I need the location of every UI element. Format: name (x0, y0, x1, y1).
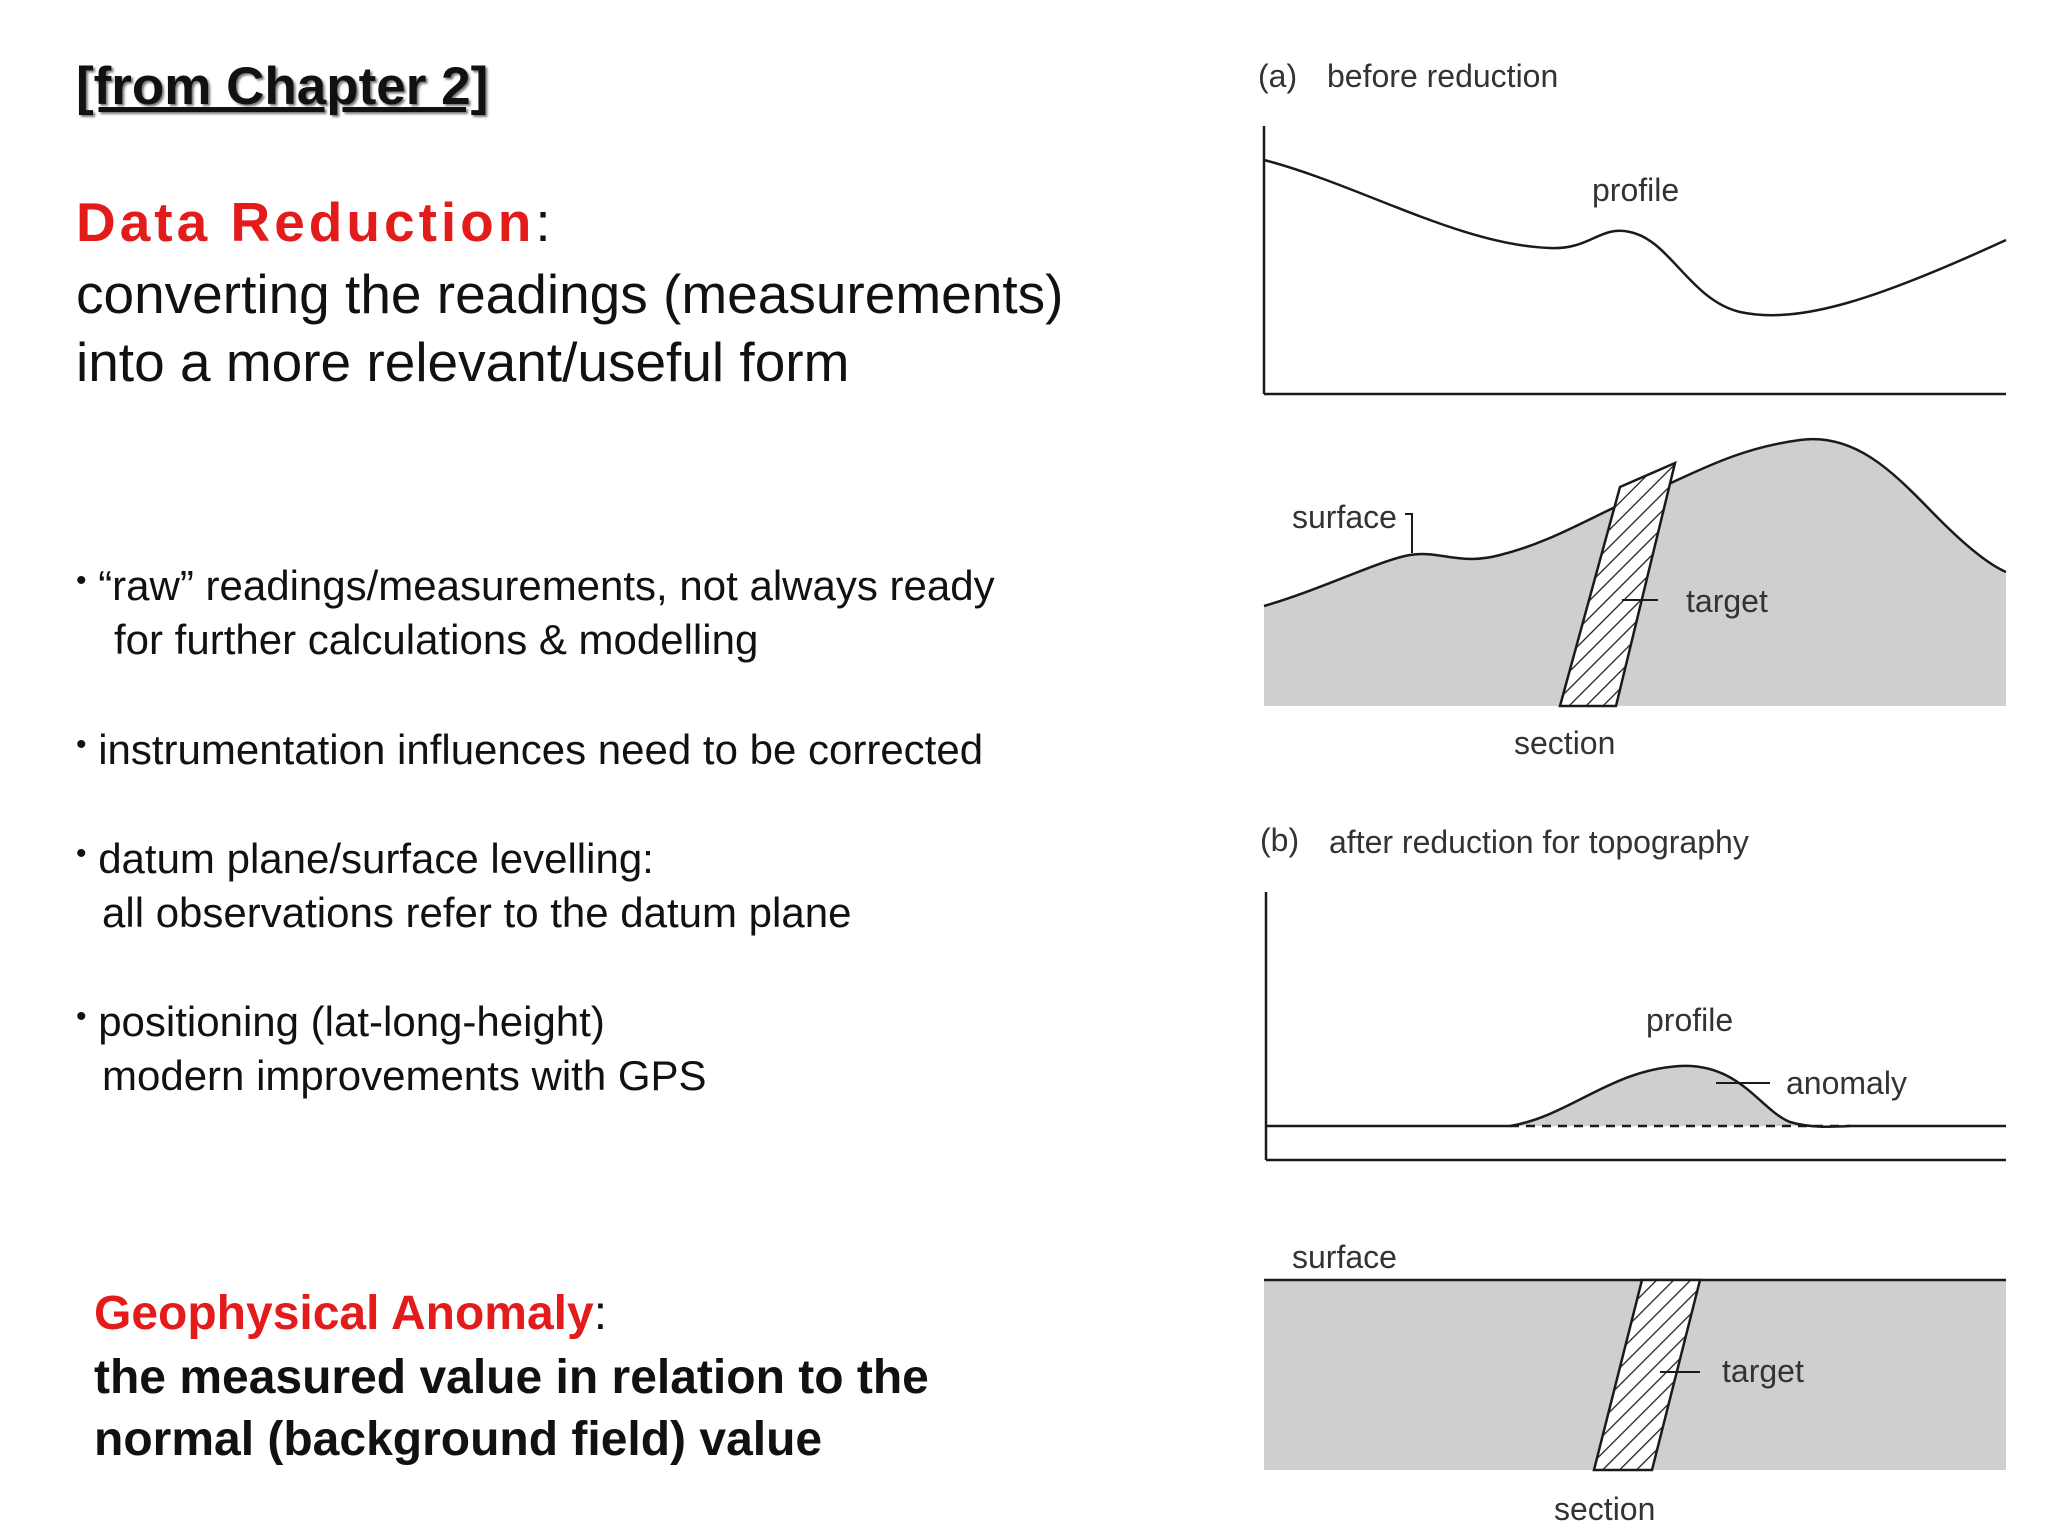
bullet-text: instrumentation influences need to be corrected (98, 726, 984, 773)
panel-b-anomaly-label: anomaly (1786, 1065, 1907, 1101)
bullet-icon: • (76, 728, 87, 761)
panel-a-target-label: target (1686, 583, 1768, 619)
bullet-instrumentation (76, 726, 983, 774)
panel-b-section-label: section (1554, 1491, 1656, 1527)
data-reduction-definition-line2: into a more relevant/useful form (76, 331, 850, 393)
bullet-text: “raw” readings/measurements, not always ready (98, 562, 995, 609)
panel-b-label: (b) (1260, 822, 1300, 858)
geophysical-anomaly-colon: : (593, 1287, 608, 1340)
panel-b-target-label: target (1722, 1353, 1804, 1389)
data-reduction-definition-line1: converting the readings (measurements) (76, 263, 1064, 325)
panel-a-section (1264, 439, 2006, 761)
bullet-text: positioning (lat-long-height) (98, 998, 605, 1045)
panel-a-profile-graph (1264, 126, 2006, 394)
reduction-diagram (1220, 0, 2048, 1536)
panel-a-profile-label: profile (1592, 172, 1680, 208)
panel-b-profile-label: profile (1646, 1002, 1734, 1038)
panel-a-title: before reduction (1327, 58, 1559, 94)
panel-a-label: (a) (1258, 58, 1298, 94)
panel-a-surface-leader (1405, 514, 1412, 553)
bullet-icon: • (76, 1000, 87, 1033)
panel-b-section (1264, 1239, 2006, 1527)
bullet-datum-plane-cont: all observations refer to the datum plane (102, 889, 852, 936)
bullet-datum-plane (76, 835, 654, 883)
geophysical-anomaly-definition-line1: the measured value in relation to the (94, 1351, 929, 1404)
bullet-raw-readings (76, 562, 995, 610)
bullet-positioning (76, 998, 605, 1046)
bullet-text: datum plane/surface levelling: (98, 835, 654, 882)
data-reduction-colon: : (535, 191, 551, 253)
bullet-positioning-cont: modern improvements with GPS (102, 1052, 707, 1099)
bullet-raw-readings-cont: for further calculations & modelling (114, 616, 759, 663)
geophysical-anomaly-heading (94, 1286, 607, 1341)
panel-a-surface-label: surface (1292, 499, 1397, 535)
panel-a-section-label: section (1514, 725, 1616, 761)
panel-b-surface-label: surface (1292, 1239, 1397, 1275)
geophysical-anomaly-title: Geophysical Anomaly (94, 1287, 594, 1340)
panel-b-profile-graph (1266, 892, 2006, 1160)
data-reduction-title: Data Reduction (76, 191, 536, 253)
bullet-icon: • (76, 564, 87, 597)
chapter-reference: [from Chapter 2] (76, 57, 489, 116)
bullet-icon: • (76, 837, 87, 870)
data-reduction-heading (76, 190, 551, 254)
panel-b-title: after reduction for topography (1329, 824, 1749, 860)
geophysical-anomaly-definition-line2: normal (background field) value (94, 1413, 823, 1466)
